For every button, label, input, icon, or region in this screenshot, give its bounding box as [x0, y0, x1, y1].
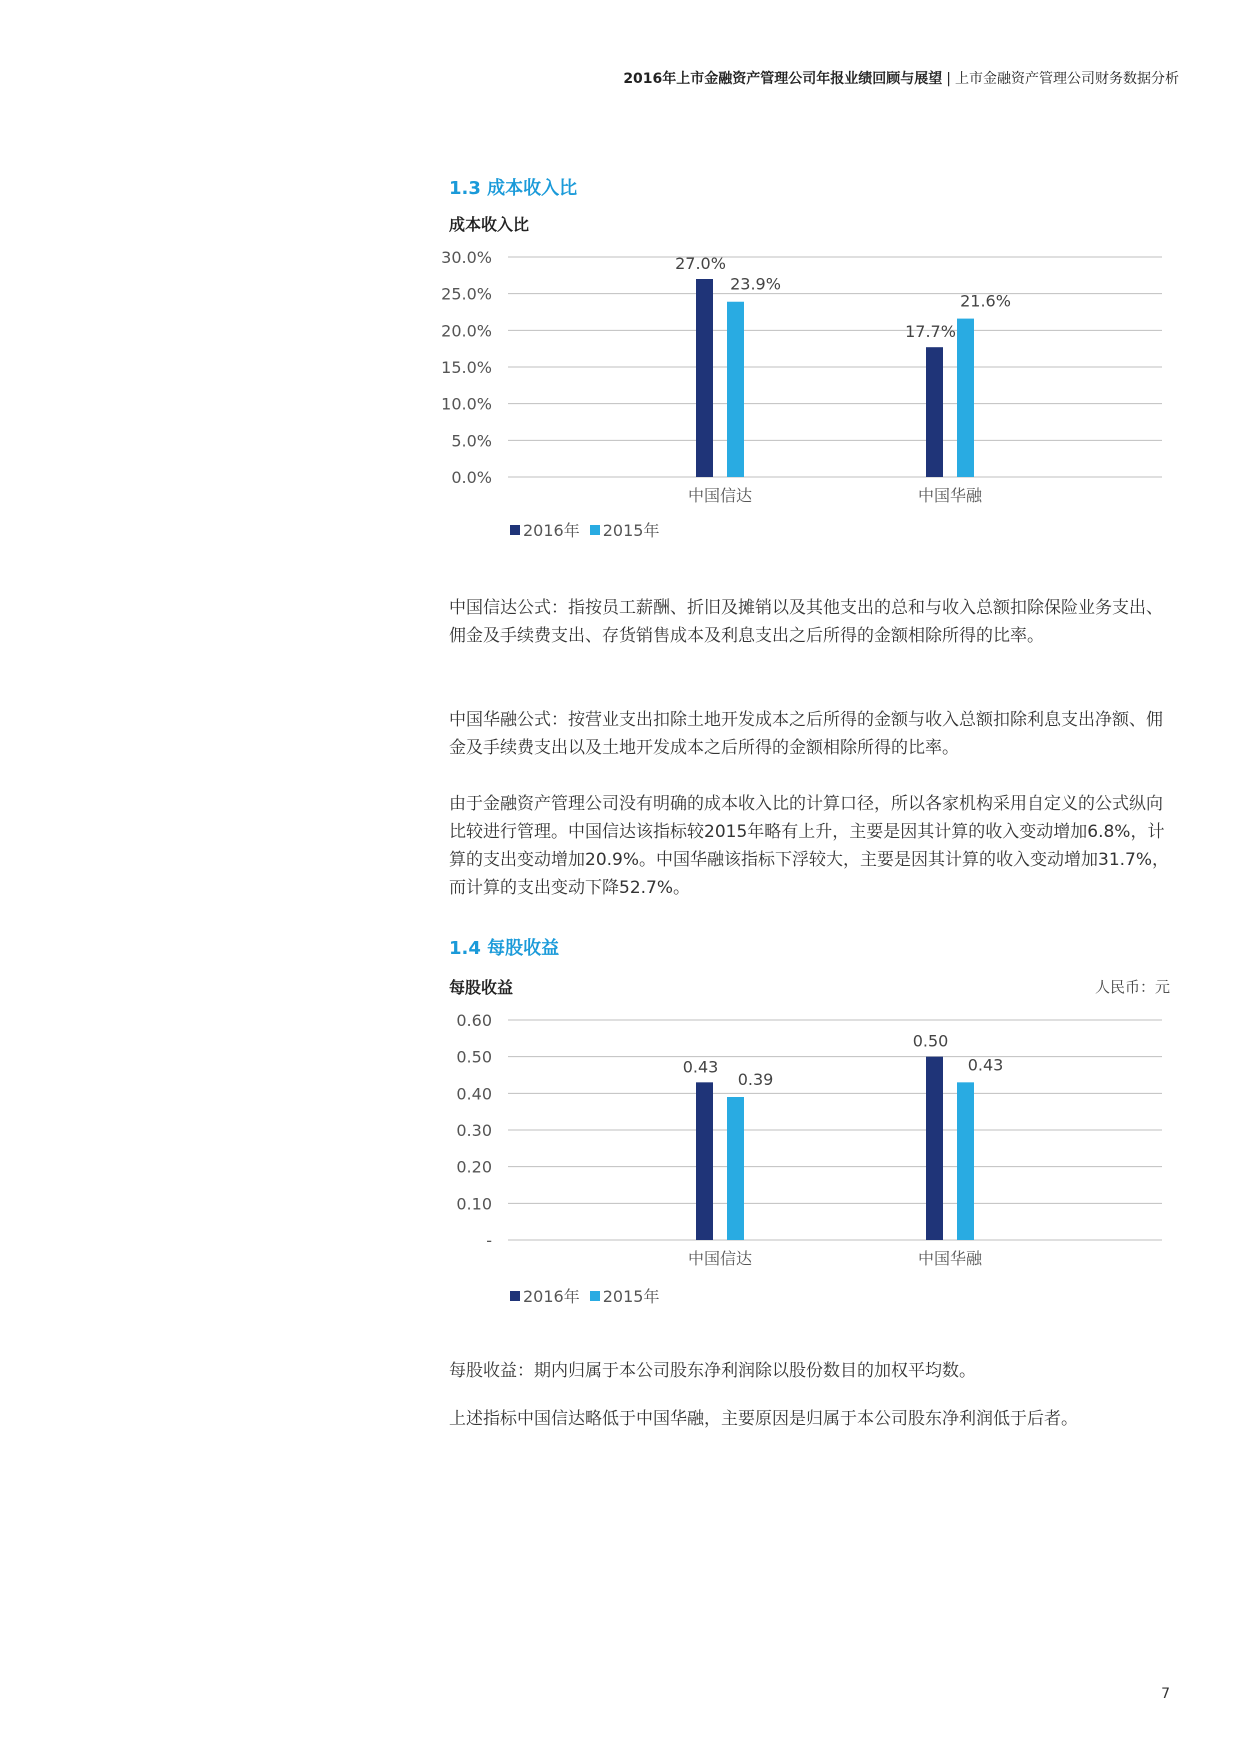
section-title: 上市金融资产管理公司财务数据分析 [955, 71, 1179, 87]
paragraph-cinda-formula: 中国信达公式：指按员工薪酬、折旧及摊销以及其他支出的总和与收入总额扣除保险业务支出、佣金及手续费支出、存货销售成本及利息支出之后所得的金额相除所得的比率。 [449, 598, 1163, 646]
legend-label-2015: 2015年 [602, 521, 660, 540]
y-tick-label: 0.0% [451, 468, 492, 487]
section-heading-eps: 1.4 每股收益 [449, 938, 560, 959]
x-category-label: 中国信达 [687, 1249, 753, 1268]
legend-label-2015: 2015年 [602, 1287, 660, 1306]
unit-label: 人民币：元 [1094, 978, 1170, 996]
section-heading-cost-income: 1.3 成本收入比 [449, 178, 578, 199]
y-tick-label: 0.30 [456, 1121, 492, 1140]
x-category-label: 中国华融 [917, 1249, 983, 1268]
data-label: 0.50 [912, 1031, 949, 1051]
y-tick-label: 0.20 [456, 1157, 492, 1177]
chart-legend-eps [510, 1284, 669, 1307]
legend-label-2016: 2016年 [523, 521, 580, 540]
report-title: 2016年上市金融资产管理公司年报业绩回顾与展望 [623, 71, 943, 87]
y-tick-label: 0.40 [456, 1084, 492, 1104]
y-tick-label: 30.0% [441, 248, 492, 267]
data-label: 21.6% [960, 291, 1011, 311]
y-tick-label: 15.0% [441, 358, 492, 377]
bar [696, 1082, 713, 1240]
legend-item-2016 [510, 1284, 580, 1307]
chart-title-eps: 每股收益 [449, 978, 514, 997]
y-tick-label: 0.50 [456, 1047, 492, 1067]
legend-item-2015 [590, 1284, 660, 1307]
y-tick-label: 10.0% [441, 394, 492, 414]
data-label: 23.9% [730, 274, 781, 294]
bar [957, 1082, 974, 1240]
paragraph-huarong-formula: 中国华融公式：按营业支出扣除土地开发成本之后所得的金额与收入总额扣除利息支出净额、佣金及手续费支出以及土地开发成本之后所得的金额相除所得的比率。 [449, 710, 1163, 758]
x-category-label: 中国信达 [687, 486, 753, 505]
data-label: 0.43 [967, 1055, 1004, 1075]
paragraph-eps-analysis: 上述指标中国信达略低于中国华融，主要原因是归属于本公司股东净利润低于后者。 [449, 1409, 1078, 1429]
header-separator: | [946, 71, 951, 87]
bar [926, 1057, 943, 1240]
paragraph-cost-income-analysis: 由于金融资产管理公司没有明确的成本收入比的计算口径，所以各家机构采用自定义的公式纵向比较进行管理。中国信达该指标较2015年略有上升，主要是因其计算的收入变动增加6.8%，计算的支出变动增加20.9%。中国华融该指标下浮较大，主要是因其计算的收入变动增加31.7%，而计算的支出变动下降52.7%。 [449, 794, 1170, 898]
paragraph-eps-definition: 每股收益：期内归属于本公司股东净利润除以股份数目的加权平均数。 [449, 1361, 976, 1381]
y-tick-label: 25.0% [441, 284, 492, 304]
chart-title-cost-income: 成本收入比 [449, 215, 530, 234]
y-tick-label: 0.10 [456, 1194, 492, 1214]
y-tick-label: 0.60 [456, 1011, 492, 1030]
y-tick-label: 5.0% [451, 431, 492, 451]
y-tick-label: - [486, 1231, 492, 1250]
data-label: 0.39 [737, 1070, 774, 1089]
data-label: 17.7% [905, 322, 956, 342]
legend-label-2016: 2016年 [523, 1287, 580, 1306]
page-number: 7 [1161, 1686, 1170, 1702]
y-tick-label: 20.0% [441, 321, 492, 341]
data-label: 0.43 [682, 1057, 719, 1077]
legend-swatch-2015 [590, 1291, 600, 1301]
legend-swatch-2016 [510, 1291, 520, 1301]
bar [727, 1097, 744, 1240]
data-label: 27.0% [675, 254, 726, 273]
x-category-label: 中国华融 [917, 486, 983, 505]
